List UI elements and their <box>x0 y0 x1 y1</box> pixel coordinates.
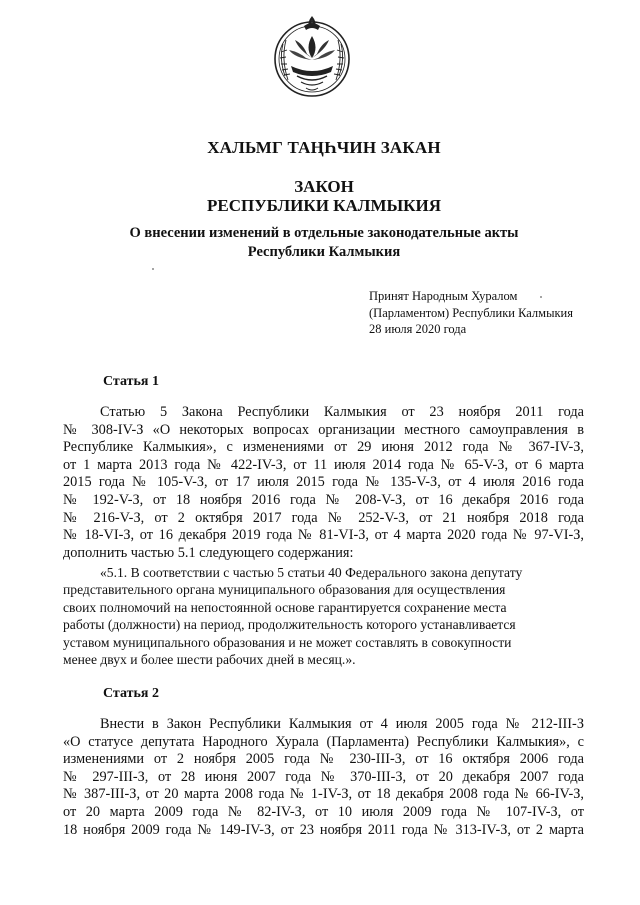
title-law: ЗАКОН <box>294 177 354 196</box>
article-2-text <box>63 716 584 839</box>
quote-line: своих полномочий на непостоянной основе гарантируется сохранение места <box>63 599 507 615</box>
quote-line: работы (должности) на период, продолжительность которого устанавливается <box>63 617 516 633</box>
text-line: № 192-V-З, от 18 ноября 2016 года № 208-V-З, от 16 декабря 2016 года <box>63 491 584 508</box>
text-line: «О статусе депутата Народного Хурала (Парламента) Республики Калмыкия», с <box>63 733 584 750</box>
text-line: дополнить частью 5.1 следующего содержания: <box>63 544 354 561</box>
adoption-note-line: 28 июля 2020 года <box>369 322 467 336</box>
text-line: № 297-III-З, от 28 июня 2007 года № 370-III-З, от 20 декабря 2007 года <box>63 768 584 785</box>
adoption-note <box>369 288 629 338</box>
adoption-note-line: Принят Народным Хуралом <box>369 289 518 303</box>
text-line: 18 ноября 2009 года № 149-IV-З, от 23 ноября 2011 года № 313-IV-З, от 2 марта <box>63 821 584 838</box>
text-line: от 20 марта 2009 года № 82-IV-З, от 10 июля 2009 года № 107-IV-З, от <box>63 803 584 820</box>
law-subject-line: О внесении изменений в отдельные законодательные акты <box>129 225 519 241</box>
quote-line: уставом муниципального образования и не может составлять в совокупности <box>63 634 512 650</box>
quote-line: «5.1. В соответствии с частью 5 статьи 40 Федерального закона депутату <box>100 565 523 580</box>
text-line: Республике Калмыкия», с изменениями от 29 июня 2012 года № 367-IV-З, <box>63 439 584 456</box>
article-1-quote <box>63 564 584 668</box>
text-line: изменениями от 2 ноября 2005 года № 230-III-З, от 16 октября 2006 года <box>63 751 584 768</box>
text-line: № 308-IV-З «О некоторых вопросах организации местного самоуправления в <box>63 421 584 438</box>
article-1-heading: Статья 1 <box>103 374 159 389</box>
text-line: № 216-V-З, от 2 октября 2017 года № 252-V-З, от 21 ноября 2018 года <box>63 509 584 526</box>
text-line: от 1 марта 2013 года № 422-IV-З, от 11 июля 2014 года № 65-V-З, от 6 марта <box>63 456 584 473</box>
article-1-text <box>63 404 584 562</box>
kalmykia-coat-of-arms-icon <box>273 14 351 100</box>
text-line: № 18-VI-З, от 16 декабря 2019 года № 81-VI-З, от 4 марта 2020 года № 97-VI-З, <box>63 527 584 544</box>
scan-speck <box>152 268 154 270</box>
text-line: 2015 года № 105-V-З, от 17 июля 2015 года № 135-V-З, от 4 июля 2016 года <box>63 474 584 491</box>
text-line: № 387-III-З, от 20 марта 2008 года № 1-IV-З, от 18 декабря 2008 года № 66-IV-З, <box>63 786 584 803</box>
adoption-note-line: (Парламентом) Республики Калмыкия <box>369 305 573 320</box>
text-line: Статью 5 Закона Республики Калмыкия от 23 ноября 2011 года <box>100 404 584 420</box>
title-kalmyk: ХАЛЬМГ ТАҢҺЧИН ЗАКАН <box>207 138 441 157</box>
law-subject-line: Республики Калмыкия <box>247 244 401 260</box>
law-subject <box>0 224 640 262</box>
quote-line: представительного органа муниципального образования для осуществления <box>63 582 506 598</box>
title-republic: РЕСПУБЛИКИ КАЛМЫКИЯ <box>206 196 442 215</box>
article-2-heading: Статья 2 <box>103 686 159 701</box>
text-line: Внести в Закон Республики Калмыкия от 4 июля 2005 года № 212-III-З <box>100 716 584 732</box>
quote-line: менее двух и более шести рабочих дней в месяц.». <box>63 651 356 667</box>
